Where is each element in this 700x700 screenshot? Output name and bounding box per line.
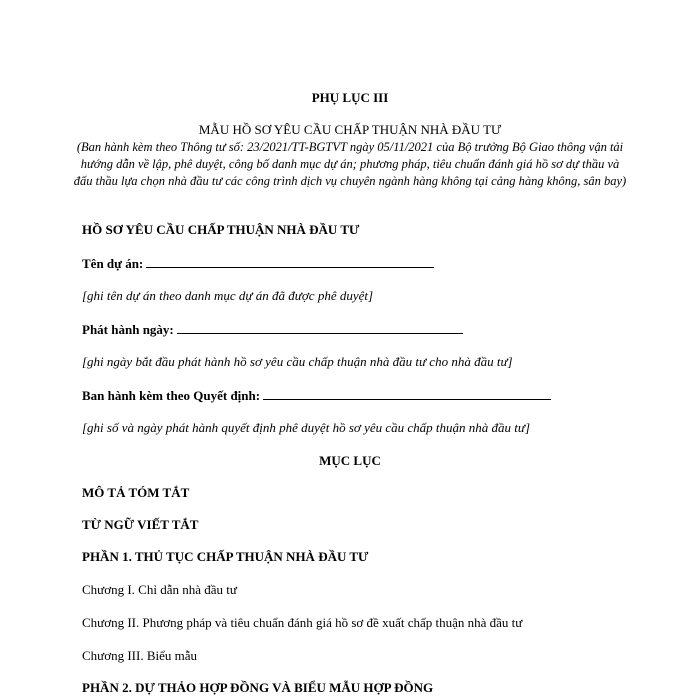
project-name-field <box>82 255 434 272</box>
toc-item-chapter-2: Chương II. Phương pháp và tiêu chuẩn đánh giá hồ sơ đề xuất chấp thuận nhà đầu tư <box>82 615 523 630</box>
issuance-note: (Ban hành kèm theo Thông tư số: 23/2021/TT-BGTVT ngày 05/11/2021 của Bộ trưởng Bộ Giao thông vận tải hướng dẫn về lập, phê duyệt, công bố danh mục dự án; phương pháp, tiêu chuẩn đánh giá hồ sơ dự thầu và đấu thầu lựa chọn nhà đầu tư các công trình dịch vụ chuyên ngành hàng không tại cảng hàng không, sân bay) <box>73 140 627 188</box>
toc-item-summary: MÔ TẢ TÓM TẮT <box>82 485 190 500</box>
decision-label: Ban hành kèm theo Quyết định: <box>82 388 261 403</box>
issue-date-hint: [ghi ngày bắt đầu phát hành hồ sơ yêu cầu chấp thuận nhà đầu tư cho nhà đầu tư] <box>82 354 513 369</box>
toc-item-part-2: PHẦN 2. DỰ THẢO HỢP ĐỒNG VÀ BIỂU MẪU HỢP ĐỒNG <box>82 680 434 695</box>
toc-item-part-1: PHẦN 1. THỦ TỤC CHẤP THUẬN NHÀ ĐẦU TƯ <box>82 549 369 564</box>
toc-heading: MỤC LỤC <box>319 453 381 468</box>
cover-heading: HỒ SƠ YÊU CẦU CHẤP THUẬN NHÀ ĐẦU TƯ <box>82 222 360 237</box>
issue-date-label: Phát hành ngày: <box>82 322 174 337</box>
toc-item-abbreviations: TỪ NGỮ VIẾT TẮT <box>82 517 199 532</box>
toc-item-chapter-1: Chương I. Chỉ dẫn nhà đầu tư <box>82 582 237 597</box>
form-title: MẪU HỒ SƠ YÊU CẦU CHẤP THUẬN NHÀ ĐẦU TƯ <box>198 122 502 137</box>
decision-input-line <box>263 387 551 400</box>
issue-date-field <box>82 321 463 338</box>
appendix-title: PHỤ LỤC III <box>311 90 389 105</box>
project-name-input-line <box>146 255 434 268</box>
project-name-hint: [ghi tên dự án theo danh mục dự án đã được phê duyệt] <box>82 288 374 303</box>
decision-field <box>82 387 551 404</box>
decision-hint: [ghi số và ngày phát hành quyết định phê duyệt hồ sơ yêu cầu chấp thuận nhà đầu tư] <box>82 420 531 435</box>
toc-item-chapter-3: Chương III. Biểu mẫu <box>82 648 198 663</box>
issue-date-input-line <box>177 321 463 334</box>
project-name-label: Tên dự án: <box>82 256 144 271</box>
